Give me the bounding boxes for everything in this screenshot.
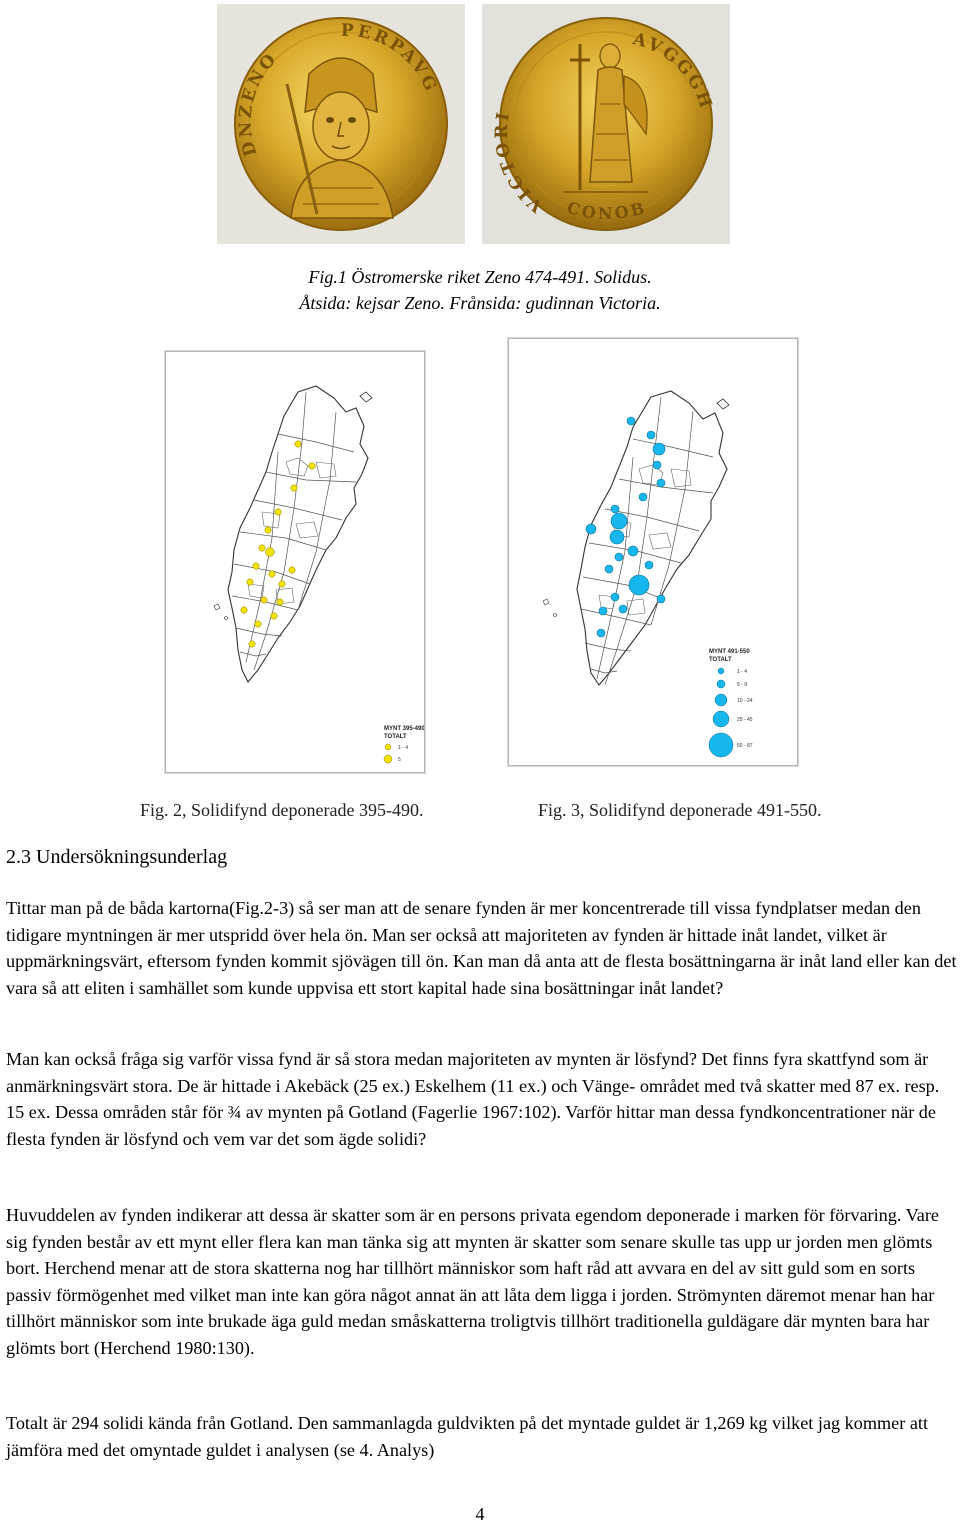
gotland-map-2 — [166, 352, 424, 772]
fig2-legend-item-0: 1 - 4 — [398, 745, 409, 751]
map-figure-2 — [165, 351, 425, 773]
fig2-legend-item-1: 5 — [398, 757, 401, 763]
fig3-legend-item-2: 10 - 24 — [737, 698, 753, 704]
fig3-legend-item-1: 5 - 9 — [737, 682, 748, 688]
fig3-legend-title: MYNT 491-550 — [709, 649, 750, 655]
map-figure-3 — [508, 338, 798, 766]
fig3-legend — [709, 649, 753, 757]
fig2-legend-subtitle: TOTALT — [384, 734, 407, 740]
island-outline — [214, 386, 372, 682]
obverse-inscription-right: PERPAVG — [340, 20, 442, 97]
figure1-caption — [0, 264, 960, 316]
gotland-map-3 — [509, 339, 797, 765]
figure2-caption: Fig. 2, Solidifynd deponerade 395-490. — [140, 800, 424, 820]
coin-obverse-image — [217, 4, 465, 244]
coin-obverse-photo — [217, 4, 465, 244]
paragraph-1: Tittar man på de båda kartorna(Fig.2-3) så ser man att de senare fynden är mer koncentrerade till vissa fyndplatser medan den tidigare myntningen är mer utspridd över hela ön. Man ser också att majoriteten av fynden är hittade inåt landet, vilket är uppmärkningsvärt, eftersom fynden kommit sjövägen till ön. Kan man då anta att de flesta bosättningarna är inåt land eller kan det vara så att eliten i samhället som kunde uppvisa ett stort kapital hade sina bosättningar inåt landet? — [6, 898, 957, 998]
obverse-inscription-left: DNZENO — [235, 48, 283, 159]
paragraph-3: Huvuddelen av fynden indikerar att dessa är skatter som är en persons privata egendom deponerade i marken för förvaring. Vare sig fynden består av ett mynt eller flera kan man tänka sig att mynten är skatter som senare skulle tas upp ur jorden men glömts bort. Herchend menar att de stora skatterna nog har tillhört människor som haft råd att avvara en del av sitt guld som en sorts passiv förmögenhet med vilket man inte kan göra något annat än att låta dem ligga i jorden. Strömynten däremot menar han har tillhört människor som inte brukade äga guld medan småskatterna troligtvis tillhört traditionella guldägare där mynten bara har glömts bort (Herchend 1980:130). — [6, 1205, 939, 1358]
paragraph-4: Totalt är 294 solidi kända från Gotland. Den sammanlagda guldvikten på det myntade guldet är 1,269 kg vilket jag kommer att jämföra med det omyntade guldet i analysen (se 4. Analys) — [6, 1413, 929, 1460]
reverse-inscription-left: VICTORI — [491, 108, 548, 216]
figure1-caption-line2: Åtsida: kejsar Zeno. Frånsida: gudinnan Victoria. — [299, 293, 661, 313]
reverse-inscription-right: AVGGGH — [630, 29, 717, 114]
figure1-caption-line1: Fig.1 Östromerske riket Zeno 474-491. Solidus. — [308, 267, 652, 287]
fig3-legend-subtitle: TOTALT — [709, 657, 732, 663]
reverse-exergue: CONOB — [564, 197, 650, 224]
fig3-legend-item-0: 1 - 4 — [737, 669, 748, 675]
fig3-legend-item-3: 25 - 45 — [737, 717, 753, 723]
section-heading: 2.3 Undersökningsunderlag — [6, 846, 228, 868]
fig2-legend — [384, 726, 424, 763]
fig3-legend-item-4: 50 - 87 — [737, 743, 753, 749]
fig2-legend-title: MYNT 395-490 — [384, 726, 424, 732]
coin-reverse-image — [482, 4, 730, 244]
paragraph-2: Man kan också fråga sig varför vissa fynd är så stora medan majoriteten av mynten är lösfynd? Det finns fyra skattfynd som är anmärkningsvärt stora. De är hittade i Akebäck (25 ex.) Eskelhem (11 ex.) och Vänge- området med två skatter med 87 ex. resp. 15 ex. Dessa områden står för ¾ av mynten på Gotland (Fagerlie 1967:102). Varför hittar man dessa fyndkoncentrationer när de flesta fynden är lösfynd och vem var det som ägde solidi? — [6, 1049, 940, 1149]
island-outline — [543, 391, 729, 685]
page-number: 4 — [475, 1504, 485, 1524]
figure3-caption: Fig. 3, Solidifynd deponerade 491-550. — [538, 800, 822, 820]
coin-reverse-photo — [482, 4, 730, 244]
